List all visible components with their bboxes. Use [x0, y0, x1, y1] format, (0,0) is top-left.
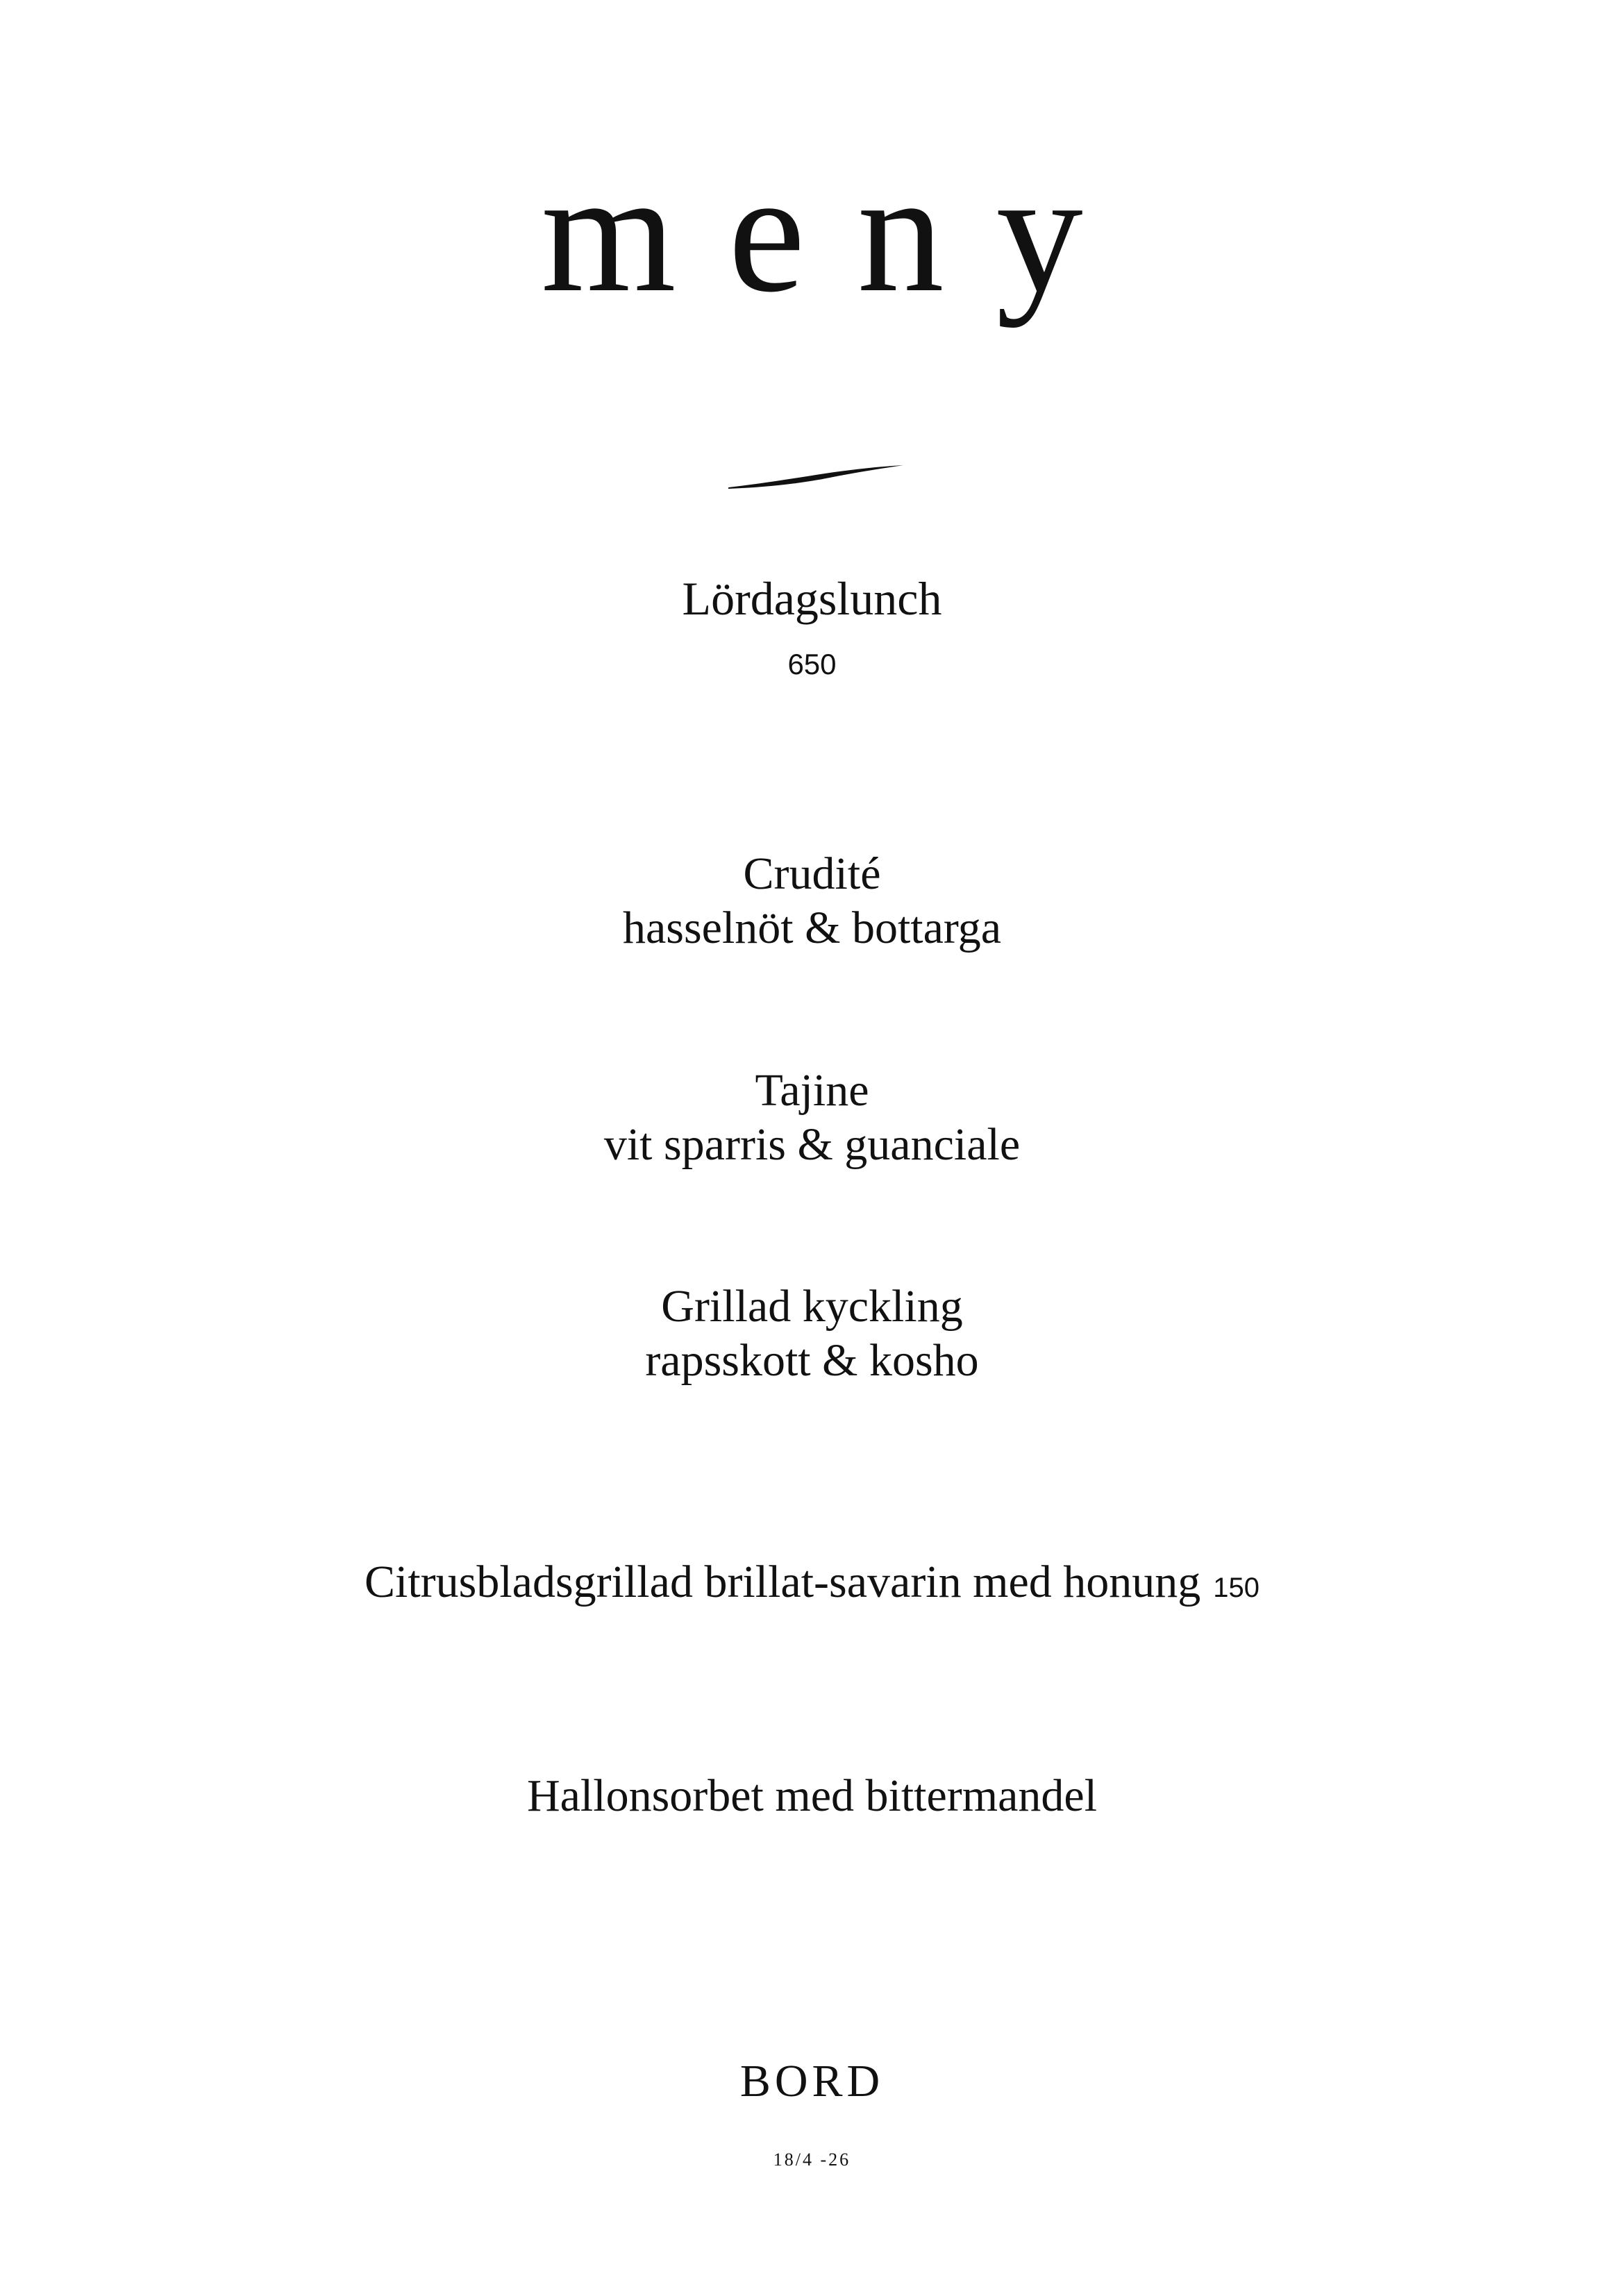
- course-detail: vit sparris & guanciale: [603, 1119, 1021, 1170]
- dessert-item: Hallonsorbet med bittermandel: [526, 1770, 1098, 1821]
- menu-date: 18/4 -26: [773, 2150, 851, 2170]
- page-title: meny: [541, 136, 1135, 328]
- course-name: Grillad kyckling: [661, 1281, 963, 1332]
- course-item: [0, 1280, 1624, 1388]
- menu-name: Lördagslunch: [682, 572, 942, 625]
- brush-stroke-icon: [726, 464, 906, 492]
- course-detail: rapsskott & kosho: [645, 1335, 979, 1386]
- extra-course-name: Citrusbladsgrillad brillat-savarin med honung: [364, 1557, 1201, 1607]
- course-name: Crudité: [743, 848, 881, 899]
- brand-logo: BORD: [739, 2056, 885, 2106]
- course-detail: hasselnöt & bottarga: [622, 903, 1001, 953]
- course-item: [0, 847, 1624, 955]
- course-item: [0, 1064, 1624, 1172]
- course-name: Tajine: [755, 1065, 869, 1116]
- menu-price: 650: [787, 648, 837, 680]
- extra-course: [0, 1555, 1624, 1615]
- extra-course-price: 150: [1213, 1573, 1260, 1603]
